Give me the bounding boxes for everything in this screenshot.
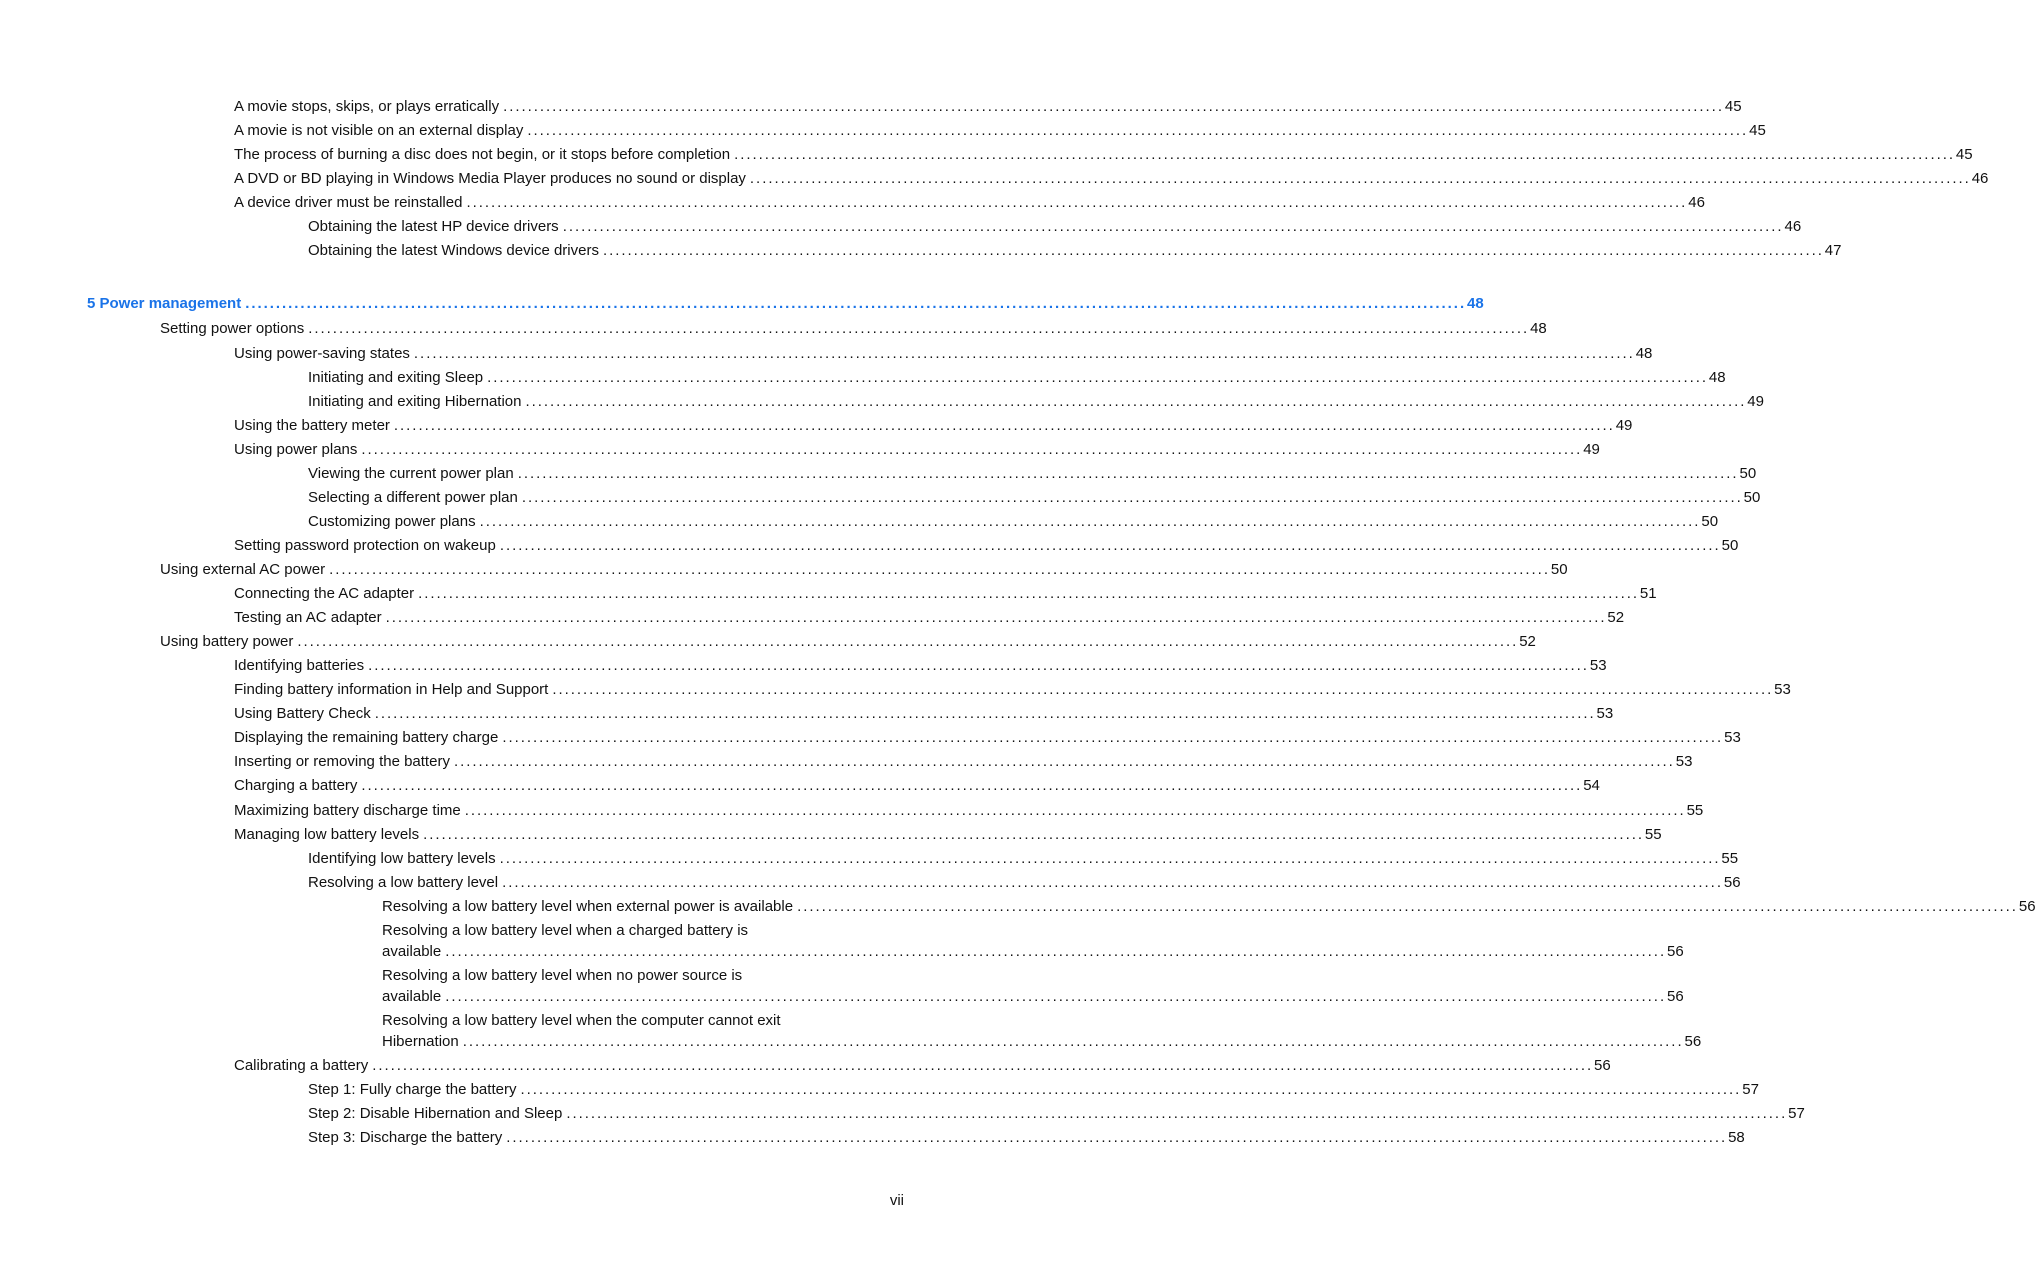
toc-entry-page: 49 — [1747, 393, 1764, 410]
toc-entry[interactable] — [234, 583, 1657, 604]
toc-entry-label: Using battery power — [160, 633, 294, 650]
dot-leader — [414, 343, 1632, 364]
toc-entry-page: 47 — [1824, 242, 1842, 259]
dot-leader — [552, 679, 1770, 700]
toc-entry-page: 49 — [1583, 441, 1600, 458]
toc-entry-label-line2: Hibernation — [382, 1033, 459, 1050]
toc-entry-label: Resolving a low battery level when external power is available — [382, 898, 794, 915]
dot-leader — [500, 848, 1718, 869]
toc-entry-labelblock — [382, 965, 1663, 1007]
toc-entry-page: 48 — [1708, 369, 1726, 386]
toc-entry-labelblock — [382, 1010, 1681, 1052]
toc-entry-page: 48 — [1467, 295, 1484, 312]
dot-leader — [522, 487, 1740, 508]
toc-entry-page: 50 — [1701, 513, 1719, 530]
dot-leader — [386, 607, 1604, 628]
toc-entry-page: 52 — [1519, 633, 1536, 650]
toc-entry[interactable] — [160, 318, 1547, 339]
toc-entry-page: 50 — [1550, 561, 1568, 578]
dot-leader — [603, 240, 1821, 261]
footer-page-number: vii — [889, 1192, 904, 1209]
toc-entry-label-line2-row — [382, 986, 1663, 1007]
toc-entry-label: Finding battery information in Help and Support — [234, 681, 549, 698]
toc-entry-page: 50 — [1721, 537, 1739, 554]
toc-entry-page: 56 — [2018, 898, 2036, 915]
toc-entry[interactable] — [308, 1127, 1745, 1148]
dot-leader — [734, 144, 1952, 165]
toc-entry-page: 53 — [1724, 729, 1741, 746]
dot-leader — [502, 872, 1720, 893]
toc-entry-page: 48 — [1635, 345, 1653, 362]
toc-entry-label: Identifying low battery levels — [308, 850, 496, 867]
toc-entry[interactable] — [234, 775, 1600, 796]
toc-entry-page: 54 — [1583, 777, 1600, 794]
toc-entry-page: 57 — [1742, 1081, 1759, 1098]
toc-entry-label: Selecting a different power plan — [308, 489, 518, 506]
toc-entry-label: Using the battery meter — [234, 417, 390, 434]
dot-leader — [797, 896, 2015, 917]
toc-entry-label-line2: available — [382, 943, 442, 960]
dot-leader — [466, 192, 1684, 213]
dot-leader — [500, 535, 1718, 556]
toc-entry-label: Viewing the current power plan — [308, 465, 514, 482]
toc-entry-label: Identifying batteries — [234, 657, 365, 674]
toc-entry-page: 49 — [1615, 417, 1633, 434]
toc-entry-page: 45 — [1749, 122, 1766, 139]
toc-entry[interactable] — [234, 751, 1693, 772]
toc-entry[interactable] — [234, 96, 1742, 117]
dot-leader — [329, 559, 1547, 580]
toc-entry[interactable] — [234, 607, 1625, 628]
toc-entry-page: 53 — [1774, 681, 1791, 698]
toc-entry[interactable] — [234, 800, 1704, 821]
dot-leader — [503, 96, 1721, 117]
toc-entry-page: 45 — [1724, 98, 1742, 115]
dot-leader — [563, 216, 1781, 237]
toc-entry-label: Displaying the remaining battery charge — [234, 729, 499, 746]
toc-entry-label: Using power plans — [234, 441, 358, 458]
toc-entry[interactable] — [234, 655, 1607, 676]
toc-entry[interactable] — [308, 511, 1719, 532]
toc-entry[interactable] — [234, 168, 1989, 189]
dot-leader — [445, 941, 1663, 962]
toc-entry-label: Obtaining the latest HP device drivers — [308, 218, 559, 235]
toc-entry-label: Calibrating a battery — [234, 1057, 369, 1074]
toc-entry-page: 50 — [1743, 489, 1761, 506]
toc-chapter-entry[interactable] — [87, 293, 1484, 314]
dot-leader — [750, 168, 1968, 189]
toc-entry[interactable] — [382, 1010, 1702, 1052]
dot-leader — [445, 986, 1663, 1007]
toc-entry[interactable] — [382, 896, 2036, 917]
dot-leader — [245, 293, 1463, 314]
toc-entry[interactable] — [308, 1103, 1805, 1124]
toc-entry-label: Maximizing battery discharge time — [234, 802, 461, 819]
toc-entry-label: Step 3: Discharge the battery — [308, 1129, 503, 1146]
toc-entry-page: 55 — [1721, 850, 1739, 867]
toc-entry[interactable] — [308, 216, 1802, 237]
toc-entry-label: Inserting or removing the battery — [234, 753, 450, 770]
toc-entry-page: 56 — [1723, 874, 1741, 891]
toc-entry[interactable] — [234, 343, 1653, 364]
toc-entry[interactable] — [308, 463, 1757, 484]
toc-entry-label: Using Battery Check — [234, 705, 371, 722]
toc-entry-page: 56 — [1684, 1033, 1702, 1050]
toc-entry-page: 58 — [1728, 1129, 1745, 1146]
toc-entry-page: 55 — [1644, 826, 1662, 843]
toc-entry-label: Setting power options — [160, 320, 305, 337]
dot-leader — [480, 511, 1698, 532]
toc-entry-label: Charging a battery — [234, 777, 358, 794]
dot-leader — [454, 751, 1672, 772]
toc-entry-label: Initiating and exiting Sleep — [308, 369, 484, 386]
dot-leader — [297, 631, 1515, 652]
toc-entry[interactable] — [160, 559, 1568, 580]
toc-entry[interactable] — [234, 679, 1791, 700]
dot-leader — [518, 463, 1736, 484]
toc-entry-page: 56 — [1667, 988, 1684, 1005]
toc-entry-label: The process of burning a disc does not begin, or it stops before completion — [234, 146, 731, 163]
toc-entry[interactable] — [234, 120, 1766, 141]
toc-entry[interactable] — [234, 727, 1741, 748]
toc-entry-page: 52 — [1607, 609, 1625, 626]
toc-entry-label-line2: available — [382, 988, 442, 1005]
toc-entry-page: 51 — [1639, 585, 1657, 602]
toc-entry-label: Managing low battery levels — [234, 826, 420, 843]
toc-entry-page: 56 — [1594, 1057, 1611, 1074]
dot-leader — [368, 655, 1586, 676]
toc-entry-page: 46 — [1971, 170, 1989, 187]
toc-entry[interactable] — [234, 824, 1662, 845]
toc-entry[interactable] — [160, 631, 1536, 652]
dot-leader — [394, 415, 1612, 436]
toc-entry-label: Obtaining the latest Windows device drivers — [308, 242, 599, 259]
toc-entry[interactable] — [308, 367, 1726, 388]
toc-entry-label: A device driver must be reinstalled — [234, 194, 463, 211]
toc-entry-page: 55 — [1686, 802, 1704, 819]
dot-leader — [372, 1055, 1590, 1076]
toc-entry-page: 56 — [1667, 943, 1684, 960]
toc-entry-label: Using power-saving states — [234, 345, 410, 362]
toc-entry-label-line2-row — [382, 1031, 1681, 1052]
dot-leader — [423, 824, 1641, 845]
dot-leader — [375, 703, 1593, 724]
dot-leader — [465, 800, 1683, 821]
dot-leader — [525, 391, 1743, 412]
toc-entry-label: Customizing power plans — [308, 513, 476, 530]
toc-entry[interactable] — [382, 920, 1684, 962]
toc-entry-page: 45 — [1955, 146, 1973, 163]
toc-entry-page: 46 — [1688, 194, 1705, 211]
toc-entry[interactable] — [308, 848, 1739, 869]
toc-entry-label: Connecting the AC adapter — [234, 585, 415, 602]
toc-entry[interactable] — [308, 1079, 1759, 1100]
dot-leader — [520, 1079, 1738, 1100]
toc-entry-label: Using external AC power — [160, 561, 326, 578]
toc-entry[interactable] — [382, 965, 1684, 1007]
toc-entry-page: 53 — [1675, 753, 1693, 770]
toc-entry-labelblock — [382, 920, 1663, 962]
toc-entry[interactable] — [308, 872, 1741, 893]
dot-leader — [502, 727, 1720, 748]
toc-entry[interactable] — [308, 240, 1842, 261]
dot-leader — [487, 367, 1705, 388]
toc-entry[interactable] — [234, 415, 1633, 436]
toc-entry[interactable] — [234, 144, 1973, 165]
toc-entry[interactable] — [234, 535, 1739, 556]
toc-entry[interactable] — [234, 1055, 1611, 1076]
toc-entry-label: Step 1: Fully charge the battery — [308, 1081, 517, 1098]
chapter-title: 5 Power management — [87, 295, 242, 312]
toc-entry-page: 57 — [1788, 1105, 1805, 1122]
toc-entry[interactable] — [234, 439, 1600, 460]
toc-entry-label: A movie stops, skips, or plays erratically — [234, 98, 500, 115]
toc-entry-label: Initiating and exiting Hibernation — [308, 393, 522, 410]
dot-leader — [506, 1127, 1724, 1148]
toc-entry-label: Resolving a low battery level — [308, 874, 499, 891]
toc-entry-label: Step 2: Disable Hibernation and Sleep — [308, 1105, 563, 1122]
toc-entry[interactable] — [234, 703, 1614, 724]
toc-entry-label-line1: Resolving a low battery level when a charged battery is — [382, 922, 749, 939]
toc-entry[interactable] — [234, 192, 1705, 213]
toc-entry-label: A DVD or BD playing in Windows Media Player produces no sound or display — [234, 170, 746, 187]
toc-entry-label-line1: Resolving a low battery level when no power source is — [382, 967, 743, 984]
toc-entry-page: 50 — [1739, 465, 1757, 482]
toc-entry-label: Testing an AC adapter — [234, 609, 382, 626]
dot-leader — [527, 120, 1745, 141]
dot-leader — [418, 583, 1636, 604]
dot-leader — [308, 318, 1526, 339]
dot-leader — [566, 1103, 1784, 1124]
toc-entry-label: A movie is not visible on an external display — [234, 122, 524, 139]
toc-entry[interactable] — [308, 487, 1761, 508]
toc-entry-page: 53 — [1596, 705, 1614, 722]
toc-entry-label-line1: Resolving a low battery level when the computer cannot exit — [382, 1012, 781, 1029]
dot-leader — [463, 1031, 1681, 1052]
toc-entry-page: 53 — [1589, 657, 1607, 674]
toc-entry-page: 46 — [1784, 218, 1802, 235]
dot-leader — [361, 439, 1579, 460]
toc-entry-label-line2-row — [382, 941, 1663, 962]
toc-entry-label: Setting password protection on wakeup — [234, 537, 496, 554]
toc-entry[interactable] — [308, 391, 1764, 412]
toc-entry-page: 48 — [1530, 320, 1547, 337]
dot-leader — [361, 775, 1579, 796]
